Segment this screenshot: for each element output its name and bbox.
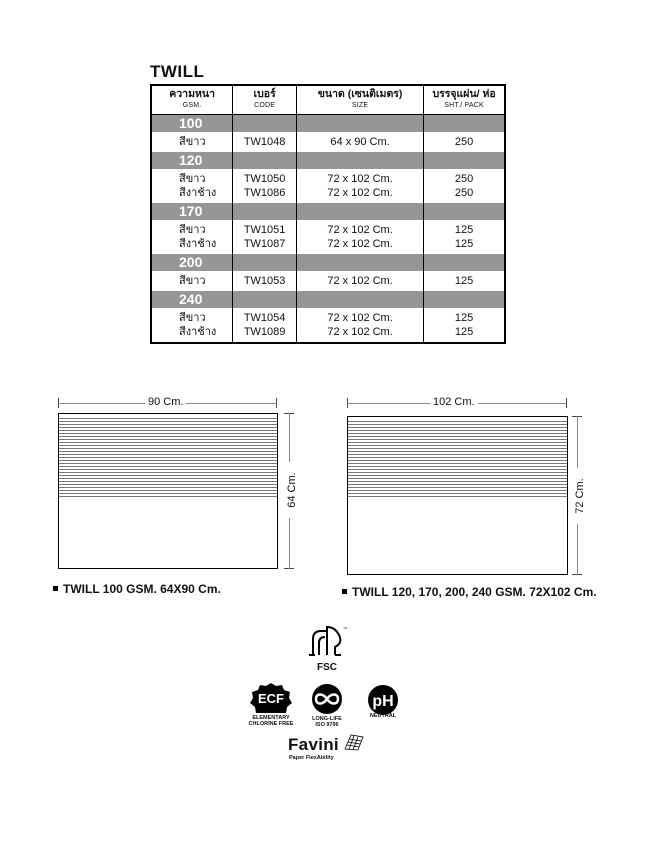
texture-line — [59, 424, 277, 425]
texture-line — [348, 481, 567, 482]
color-name-line: สีขาว — [179, 224, 206, 236]
sheets-per-pack-line: 250 — [454, 173, 474, 185]
product-code — [233, 271, 297, 291]
sheet-size-line: 72 x 102 Cm. — [327, 326, 393, 338]
texture-line — [348, 463, 567, 464]
ph-logo — [362, 684, 404, 728]
texture-line — [59, 454, 277, 455]
texture-line — [348, 487, 567, 488]
paper-sheet — [58, 413, 278, 569]
color-name — [151, 308, 233, 343]
texture-line — [59, 430, 277, 431]
empty-cell — [233, 115, 297, 133]
gsm-group-row — [151, 291, 505, 308]
caption-right: TWILL 120, 170, 200, 240 GSM. 72X102 Cm. — [342, 585, 597, 599]
texture-line — [59, 451, 277, 452]
texture-line — [59, 445, 277, 446]
height-label: 64 Cm. — [286, 462, 298, 518]
gsm-group-row — [151, 152, 505, 169]
favini-logo — [288, 733, 368, 765]
texture-line — [59, 487, 277, 488]
sheets-per-pack — [424, 271, 505, 291]
product-title: TWILL — [150, 62, 205, 81]
texture-line — [348, 484, 567, 485]
texture-line — [59, 442, 277, 443]
sheets-per-pack-line: 125 — [454, 312, 474, 324]
empty-cell — [424, 152, 505, 169]
texture-line — [348, 457, 567, 458]
texture-line — [59, 475, 277, 476]
empty-cell — [297, 115, 424, 133]
header-size: ขนาด (เซนติเมตร) SIZE — [297, 85, 424, 115]
favini-name: Favini — [288, 735, 339, 754]
gsm-value: 200 — [151, 254, 233, 271]
width-label: 102 Cm. — [430, 396, 478, 408]
texture-line — [348, 433, 567, 434]
ecf-logo — [248, 682, 294, 734]
texture-line — [348, 472, 567, 473]
texture-line — [348, 469, 567, 470]
sheets-per-pack-line: 125 — [454, 326, 474, 338]
sheets-per-pack — [424, 220, 505, 254]
sheets-per-pack-line: 125 — [454, 224, 474, 236]
texture-line — [59, 439, 277, 440]
color-name-line: สีงาช้าง — [179, 187, 217, 199]
texture-line — [59, 457, 277, 458]
gsm-group-row — [151, 115, 505, 133]
empty-cell — [233, 152, 297, 169]
sheets-per-pack-line: 250 — [454, 136, 474, 148]
texture-line — [59, 433, 277, 434]
fsc-text: FSC — [317, 662, 337, 673]
product-code — [233, 308, 297, 343]
ph-neutral-icon — [362, 684, 404, 716]
sheets-per-pack-line: 125 — [454, 275, 474, 287]
product-code-line: TW1087 — [243, 238, 286, 250]
color-name-line: สีขาว — [179, 275, 206, 287]
gsm-group-row — [151, 203, 505, 220]
product-code-line: TW1048 — [243, 136, 286, 148]
sheet-size-line: 72 x 102 Cm. — [327, 312, 393, 324]
product-row — [151, 308, 505, 343]
empty-cell — [233, 254, 297, 271]
color-name — [151, 169, 233, 203]
bullet-icon — [53, 586, 58, 591]
empty-cell — [233, 291, 297, 308]
texture-line — [59, 481, 277, 482]
twill-texture — [59, 414, 277, 498]
texture-line — [348, 424, 567, 425]
texture-line — [59, 493, 277, 494]
paper-sheet — [347, 416, 568, 575]
texture-line — [348, 496, 567, 497]
color-name-line: สีงาช้าง — [179, 326, 217, 338]
texture-line — [348, 460, 567, 461]
empty-cell — [424, 291, 505, 308]
sheets-per-pack-line: 125 — [454, 238, 474, 250]
favini-tagline: Paper FlexAbility — [289, 755, 334, 761]
fsc-logo — [305, 625, 349, 671]
color-name-line: สีงาช้าง — [179, 238, 217, 250]
gsm-value: 240 — [151, 291, 233, 308]
product-code-line: TW1051 — [243, 224, 286, 236]
texture-line — [348, 466, 567, 467]
texture-line — [348, 442, 567, 443]
texture-line — [59, 448, 277, 449]
texture-line — [59, 490, 277, 491]
sheet-size-line: 64 x 90 Cm. — [330, 136, 390, 148]
gsm-value: 100 — [151, 115, 233, 133]
product-code — [233, 169, 297, 203]
product-code-line: TW1054 — [243, 312, 286, 324]
texture-line — [348, 478, 567, 479]
texture-line — [348, 490, 567, 491]
ecf-badge-icon — [248, 682, 294, 714]
product-code-line: TW1053 — [243, 275, 286, 287]
empty-cell — [233, 203, 297, 220]
sheet-size — [297, 132, 424, 152]
texture-line — [59, 421, 277, 422]
product-row — [151, 132, 505, 152]
texture-line — [348, 421, 567, 422]
texture-line — [59, 427, 277, 428]
texture-line — [59, 478, 277, 479]
product-code — [233, 132, 297, 152]
product-row — [151, 169, 505, 203]
ecf-text: ELEMENTARY CHLORINE FREE — [248, 715, 294, 727]
texture-line — [59, 460, 277, 461]
color-name-line: สีขาว — [179, 136, 206, 148]
texture-line — [348, 448, 567, 449]
color-name — [151, 271, 233, 291]
texture-line — [348, 475, 567, 476]
sheet-size-line: 72 x 102 Cm. — [327, 224, 393, 236]
sheets-per-pack — [424, 169, 505, 203]
texture-line — [348, 439, 567, 440]
product-code — [233, 220, 297, 254]
longlife-text: LONG-LIFE ISO 9706 — [312, 716, 342, 728]
texture-line — [59, 469, 277, 470]
texture-line — [59, 418, 277, 419]
ph-text: NEUTRAL — [369, 713, 397, 719]
product-code-line: TW1089 — [243, 326, 286, 338]
svg-text:ECF: ECF — [258, 691, 284, 706]
sheet-size-line: 72 x 102 Cm. — [327, 173, 393, 185]
empty-cell — [297, 203, 424, 220]
twill-texture — [348, 417, 567, 499]
header-code: เบอร์ CODE — [233, 85, 297, 115]
bullet-icon — [342, 589, 347, 594]
texture-line — [348, 454, 567, 455]
product-code-line: TW1050 — [243, 173, 286, 185]
gsm-group-row — [151, 254, 505, 271]
color-name-line: สีขาว — [179, 312, 206, 324]
texture-line — [348, 427, 567, 428]
texture-line — [59, 466, 277, 467]
width-label: 90 Cm. — [145, 396, 186, 408]
table-header-row — [151, 85, 505, 115]
texture-line — [348, 493, 567, 494]
sheet-size — [297, 220, 424, 254]
product-code-line: TW1086 — [243, 187, 286, 199]
gsm-value: 120 — [151, 152, 233, 169]
sheet-size — [297, 169, 424, 203]
texture-line — [59, 484, 277, 485]
gsm-value: 170 — [151, 203, 233, 220]
caption-left: TWILL 100 GSM. 64X90 Cm. — [53, 582, 221, 596]
height-label: 72 Cm. — [574, 468, 586, 524]
sheets-per-pack — [424, 308, 505, 343]
svg-text:pH: pH — [372, 693, 394, 710]
sheet-size-line: 72 x 102 Cm. — [327, 238, 393, 250]
favini-grid-icon — [343, 733, 365, 751]
texture-line — [348, 436, 567, 437]
empty-cell — [424, 203, 505, 220]
texture-line — [348, 451, 567, 452]
empty-cell — [297, 254, 424, 271]
svg-text:™: ™ — [343, 626, 347, 631]
color-name-line: สีขาว — [179, 173, 206, 185]
sheet-size — [297, 271, 424, 291]
sheets-per-pack-line: 250 — [454, 187, 474, 199]
texture-line — [59, 496, 277, 497]
empty-cell — [424, 254, 505, 271]
texture-line — [348, 430, 567, 431]
color-name — [151, 220, 233, 254]
texture-line — [348, 445, 567, 446]
infinity-icon — [305, 683, 349, 715]
color-name — [151, 132, 233, 152]
header-pack: บรรจุแผ่น/ ห่อ SHT./ PACK — [424, 85, 505, 115]
texture-line — [59, 463, 277, 464]
sheet-size-line: 72 x 102 Cm. — [327, 187, 393, 199]
empty-cell — [424, 115, 505, 133]
empty-cell — [297, 152, 424, 169]
spec-table — [150, 84, 506, 344]
fsc-tree-icon — [305, 625, 349, 659]
product-row — [151, 220, 505, 254]
sheets-per-pack — [424, 132, 505, 152]
header-gsm: ความหนา GSM. — [151, 85, 233, 115]
empty-cell — [297, 291, 424, 308]
texture-line — [59, 436, 277, 437]
sheet-size — [297, 308, 424, 343]
texture-line — [59, 472, 277, 473]
sheet-size-line: 72 x 102 Cm. — [327, 275, 393, 287]
product-row — [151, 271, 505, 291]
longlife-logo — [305, 683, 349, 729]
